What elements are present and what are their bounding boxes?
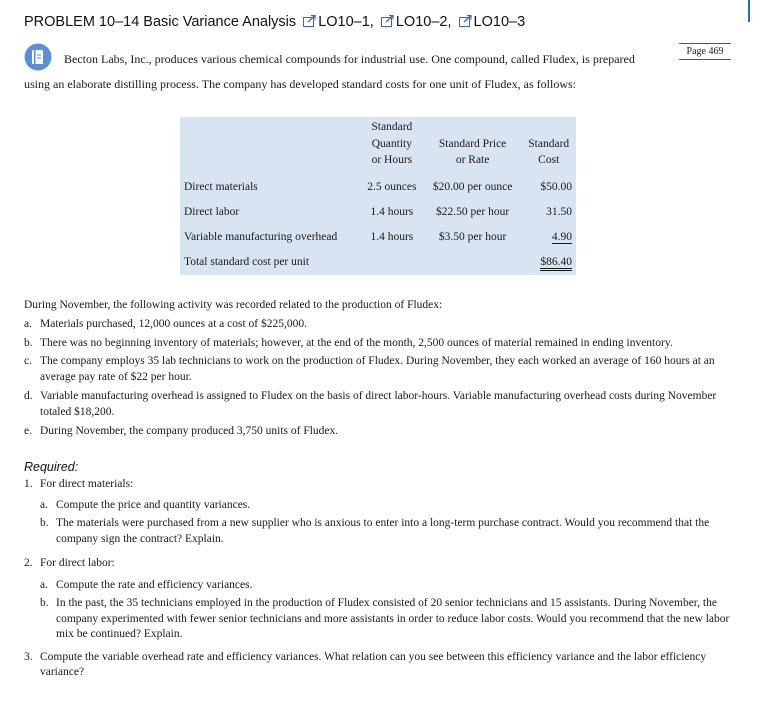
total-cost: $86.40 xyxy=(521,250,576,275)
list-item: b. There was no beginning inventory of materials; however, at the end of the month, 2,500 ounces of material remained in ending inventory. xyxy=(24,336,673,349)
total-label: Total standard cost per unit xyxy=(184,256,310,268)
row-cost: 31.50 xyxy=(546,206,572,218)
lo-link-2[interactable]: LO10–2, xyxy=(395,14,452,30)
row-label: Variable manufacturing overhead xyxy=(184,231,338,243)
question-2: 2. For direct labor: a. Compute the rate and efficiency variances. b. In the past, the 35 technicians employed in the production of Fludex consisted of 20 senior technicians and 15 assistants. During November, the company experimented with fewer senior technicians and more assistants in order to reduce labor costs. Would you recommend that the new labor mix be continued? Explain. xyxy=(24,556,734,643)
row-cost: $50.00 xyxy=(540,181,572,193)
header-blank xyxy=(180,117,360,175)
required-section xyxy=(24,460,734,681)
header-standard-cost: Standard Cost xyxy=(528,137,570,166)
row-qty: 1.4 hours xyxy=(370,206,414,218)
problem-title-bar xyxy=(24,14,525,30)
activity-intro: During November, the following activity was recorded related to the production of Fludex: xyxy=(24,299,443,311)
question-1a: a. Compute the price and quantity variances. xyxy=(40,498,251,511)
row-qty: 1.4 hours xyxy=(370,231,414,243)
question-1b: b. The materials were purchased from a new supplier who is anxious to enter into a long-term purchase contract. Would you recommend that the company sign the contract? Explain. xyxy=(40,517,710,545)
row-qty: 2.5 ounces xyxy=(367,181,417,193)
intro-line-1: Becton Labs, Inc., produces various chemical compounds for industrial use. One compound, called Fludex, is prepared xyxy=(64,52,635,66)
activity-section xyxy=(24,297,734,440)
row-price: $3.50 per hour xyxy=(438,231,507,243)
required-heading: Required: xyxy=(24,460,79,474)
lo-link-3[interactable]: LO10–3 xyxy=(473,14,526,30)
scroll-indicator xyxy=(748,0,750,22)
external-link-icon[interactable] xyxy=(459,15,472,27)
list-item: a. Materials purchased, 12,000 ounces at a cost of $225,000. xyxy=(24,318,307,330)
list-item: e. During November, the company produced 3,750 units of Fludex. xyxy=(24,425,339,437)
standard-cost-table xyxy=(180,117,576,275)
question-1: 1. For direct materials: a. Compute the price and quantity variances. b. The materials were purchased from a new supplier who is anxious to enter into a long-term purchase contract. Would you recommend that the company sign the contract? Explain. xyxy=(24,477,734,547)
question-2a: a. Compute the rate and efficiency variances. xyxy=(40,578,253,591)
question-3: 3. Compute the variable overhead rate and efficiency variances. What relation can you see between this efficiency variance and the labor efficiency variance? xyxy=(24,650,707,678)
problem-title: PROBLEM 10–14 Basic Variance Analysis xyxy=(24,14,297,30)
list-item: c. The company employs 35 lab technicians to work on the production of Fludex. During November, they each worked an average of 160 hours at an average pay rate of $22 per hour. xyxy=(24,355,715,383)
row-cost: 4.90 xyxy=(551,231,572,243)
question-2b: b. In the past, the 35 technicians employed in the production of Fludex consisted of 20 senior technicians and 15 assistants. During November, the company experimented with fewer senior technicians and more assistants in order to reduce labor costs. Would you recommend that the new labor mix be continued? Explain. xyxy=(40,597,730,640)
list-item: d. Variable manufacturing overhead is assigned to Fludex on the basis of direct labor-hours. Variable manufacturing overhead costs during November totaled $18,200. xyxy=(24,390,717,418)
header-standard-price: Standard Price or Rate xyxy=(438,137,507,166)
row-price: $20.00 per ounce xyxy=(432,181,513,193)
row-price: $22.50 per hour xyxy=(436,206,510,218)
header-standard-quantity: Standard Quantity or Hours xyxy=(371,121,413,166)
row-label: Direct materials xyxy=(184,181,258,193)
page-reference: Page 469 xyxy=(679,43,731,60)
external-link-icon[interactable] xyxy=(303,15,316,27)
intro-line-2: using an elaborate distilling process. The company has developed standard costs for one unit of Fludex, as follows: xyxy=(24,77,576,91)
lo-link-1[interactable]: LO10–1, xyxy=(318,14,374,30)
table-total-row xyxy=(180,250,576,275)
row-label: Direct labor xyxy=(184,206,240,218)
problem-intro xyxy=(24,47,674,97)
table-row xyxy=(180,225,576,250)
table-row xyxy=(180,200,576,225)
external-link-icon[interactable] xyxy=(381,15,394,27)
table-row xyxy=(180,175,576,200)
